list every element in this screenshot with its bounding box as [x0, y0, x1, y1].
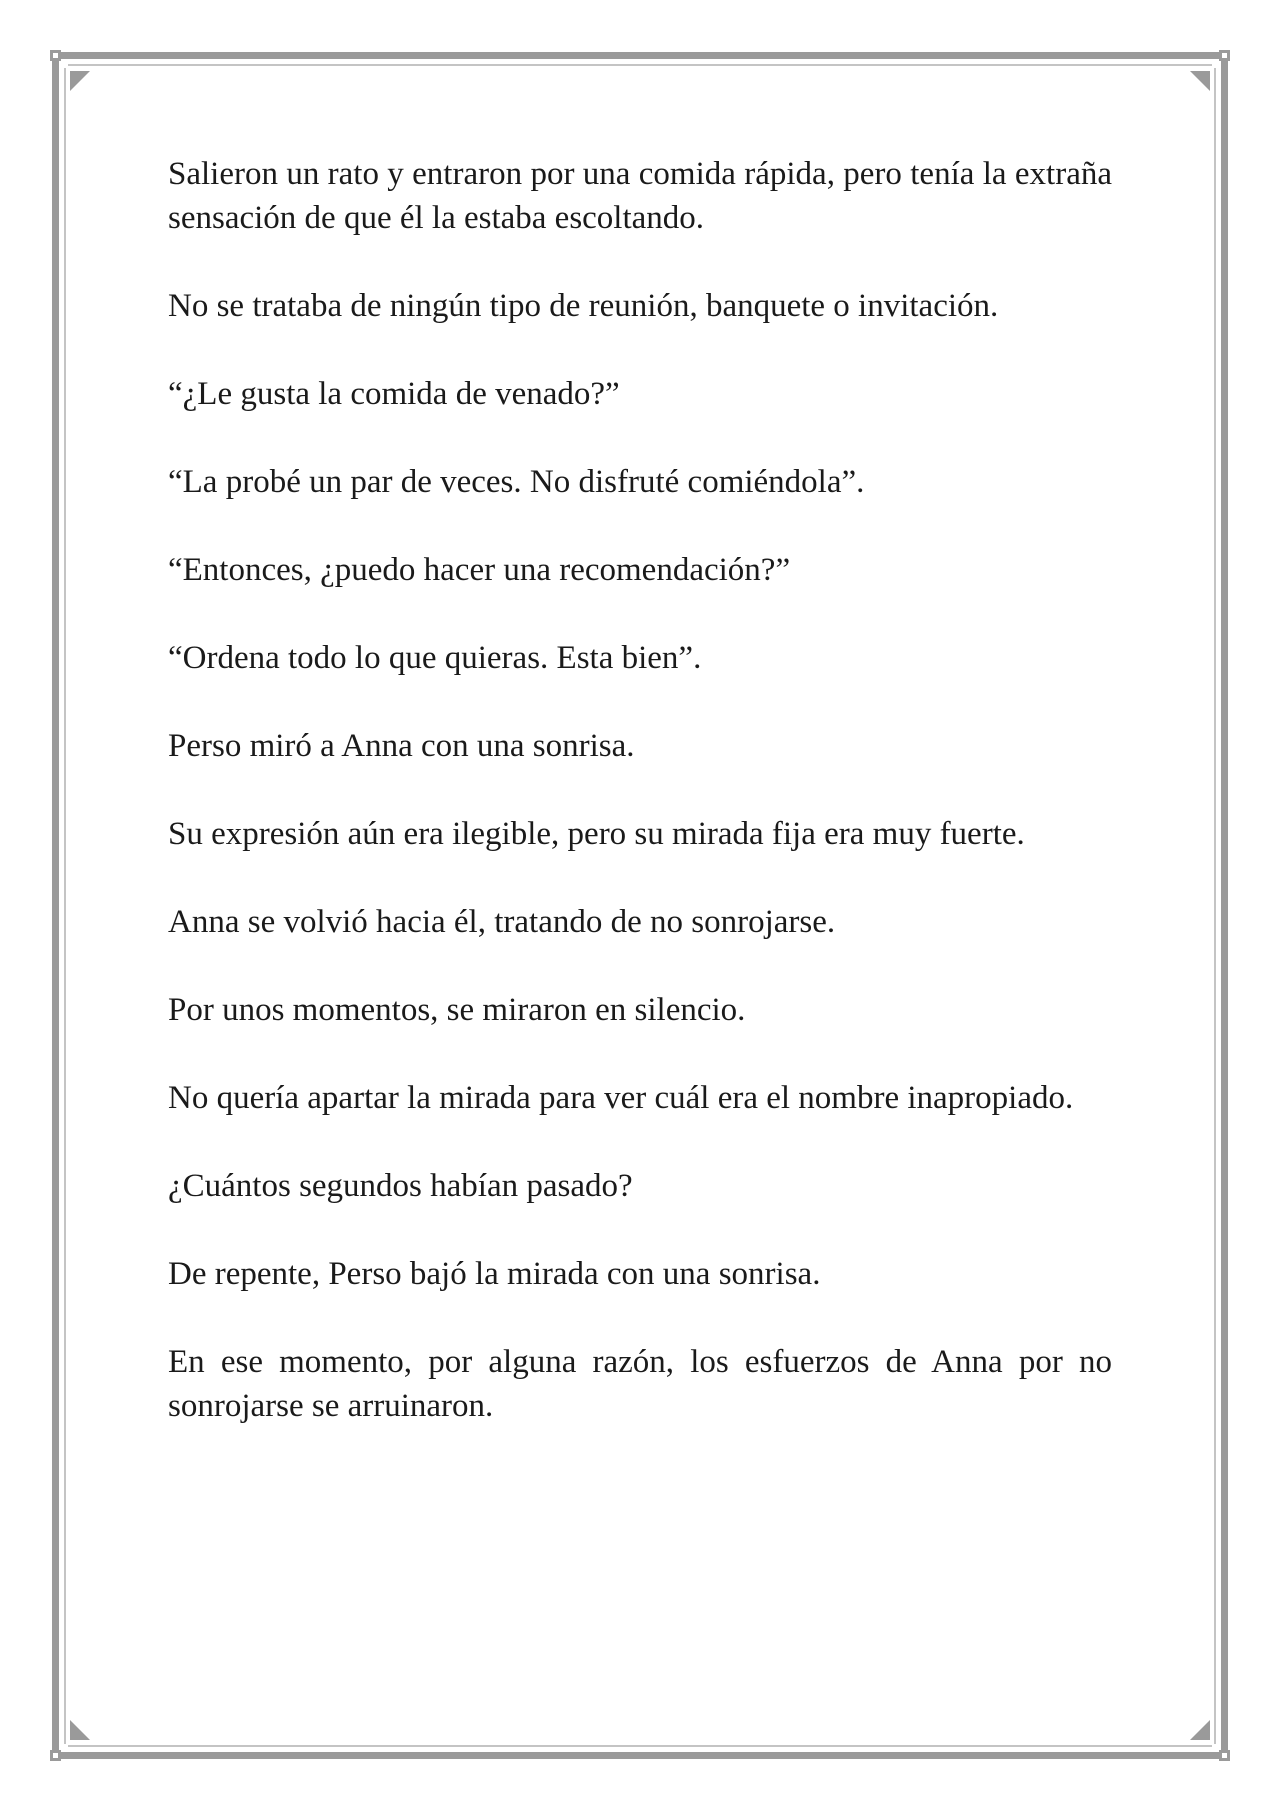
corner-ornament-top-right: [1219, 50, 1230, 61]
frame-top-border: [56, 52, 1224, 59]
paragraph: No se trataba de ningún tipo de reunión, banquete o invitación.: [168, 288, 999, 324]
corner-triangle-top-right: [1190, 71, 1210, 91]
corner-ornament-top-left: [50, 50, 61, 61]
frame-left-border: [52, 56, 59, 1754]
dialogue-paragraph: “¿Le gusta la comida de venado?”: [168, 376, 620, 412]
corner-ornament-bottom-left: [50, 1750, 61, 1761]
corner-triangle-bottom-right: [1190, 1720, 1210, 1740]
paragraph: Su expresión aún era ilegible, pero su mirada fija era muy fuerte.: [168, 816, 1025, 852]
frame-bottom-border: [56, 1752, 1224, 1759]
corner-triangle-bottom-left: [70, 1720, 90, 1740]
paragraph: Anna se volvió hacia él, tratando de no sonrojarse.: [168, 904, 836, 940]
paragraph: Perso miró a Anna con una sonrisa.: [168, 728, 635, 764]
paragraph: De repente, Perso bajó la mirada con una sonrisa.: [168, 1256, 821, 1292]
dialogue-paragraph: “Entonces, ¿puedo hacer una recomendación?”: [168, 552, 791, 588]
paragraph: No quería apartar la mirada para ver cuál era el nombre inapropiado.: [168, 1080, 1074, 1116]
paragraph: ¿Cuántos segundos habían pasado?: [168, 1168, 633, 1204]
dialogue-paragraph: “Ordena todo lo que quieras. Esta bien”.: [168, 640, 702, 676]
corner-ornament-bottom-right: [1219, 1750, 1230, 1761]
paragraph: En ese momento, por alguna razón, los esfuerzos de Anna por no sonrojarse se arruinaron.: [168, 1344, 1112, 1424]
frame-right-border: [1221, 56, 1228, 1754]
corner-triangle-top-left: [70, 71, 90, 91]
paragraph: Salieron un rato y entraron por una comida rápida, pero tenía la extraña sensación de que él la estaba escoltando.: [168, 156, 1112, 236]
dialogue-paragraph: “La probé un par de veces. No disfruté comiéndola”.: [168, 464, 865, 500]
frame-inner-right: [1214, 68, 1216, 1744]
frame-inner-left: [64, 68, 66, 1744]
frame-inner-top: [68, 64, 1212, 66]
story-text: [168, 152, 1112, 1472]
frame-inner-bottom: [68, 1745, 1212, 1747]
paragraph: Por unos momentos, se miraron en silencio.: [168, 992, 746, 1028]
